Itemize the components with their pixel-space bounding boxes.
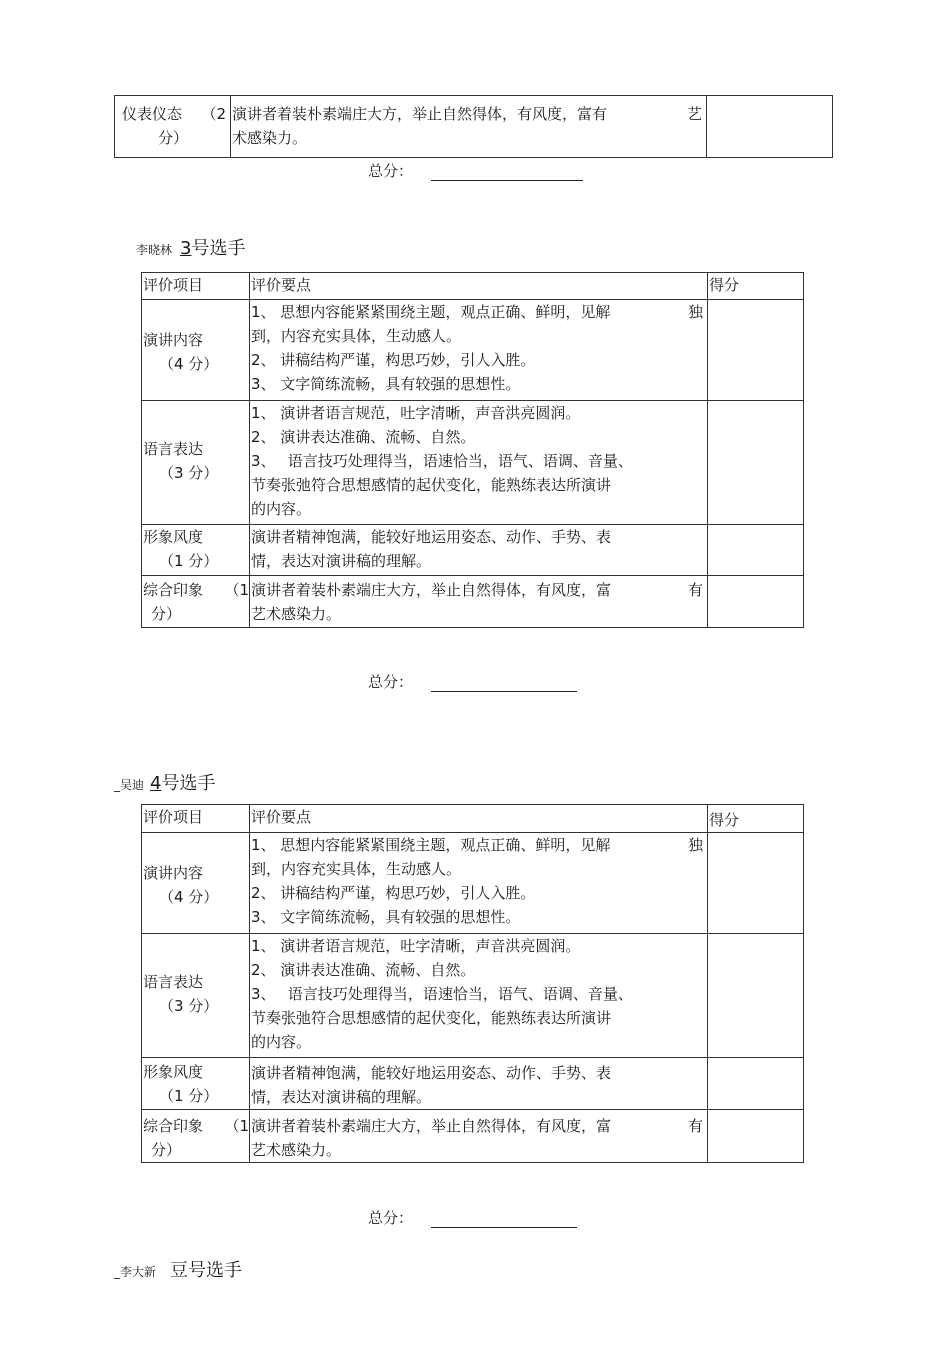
criteria-cell [250,576,708,628]
category-name: 形象风度 [143,1063,204,1081]
criteria-point-end: 独 [687,303,703,321]
criteria-point: 2、 讲稿结构严谨，构思巧妙，引人入胜。 [251,884,536,902]
contestant-name: _吴迪 [114,778,145,792]
criteria-point-cont: 到，内容充实具体，生动感人。 [251,327,462,345]
criteria-point: 1、 演讲者语言规范，吐字清晰，声音洪亮圆润。 [251,404,581,422]
total-input-line[interactable] [431,1209,577,1228]
criteria-point-cont: 节奏张弛符合思想感情的起伏变化，能熟练表达所演讲 [251,1009,612,1027]
category-cell [142,576,250,628]
category-cell [142,300,250,401]
criteria-point-cont: 艺术感染力。 [251,1141,342,1159]
criteria-cell [250,300,708,401]
contestant-label: 号选手 [161,773,216,794]
header-item: 评价项目 [142,273,250,300]
criteria-point-cont: 到，内容充实具体，生动感人。 [251,860,462,878]
criteria-point: 3、 文字简练流畅，具有较强的思想性。 [251,375,521,393]
criteria-point: 2、 讲稿结构严谨，构思巧妙，引人入胜。 [251,351,536,369]
category-cell [115,96,231,158]
criteria-cell [250,1058,708,1110]
contestant-label: 号选手 [191,238,246,259]
total-input-line[interactable] [431,162,583,181]
category-name: 综合印象 [143,581,204,599]
criteria-point-cont: 的内容。 [251,1033,312,1051]
score-cell[interactable] [708,300,804,401]
criteria-cell [231,96,707,158]
criteria-point-cont: 的内容。 [251,500,312,518]
criteria-point-cont: 节奏张弛符合思想感情的起伏变化，能熟练表达所演讲 [251,476,612,494]
header-item: 评价项目 [142,805,250,833]
category-score-unit: 分） [158,129,189,147]
contestant-name: _李大新 [114,1265,157,1279]
criteria-text: 演讲者着装朴素端庄大方，举止自然得体，有风度，富有 [232,105,608,123]
criteria-point: 1、 演讲者语言规范，吐字清晰，声音洪亮圆润。 [251,937,581,955]
category-name: 演讲内容 [143,864,204,882]
criteria-cell [250,401,708,525]
total-score-3 [368,671,577,692]
criteria-point: 演讲者精神饱满，能较好地运用姿态、动作、手势、表 [251,528,612,546]
score-cell[interactable] [708,1110,804,1163]
total-input-line[interactable] [431,673,577,692]
score-cell[interactable] [708,401,804,525]
category-name: 仪表仪态 [122,105,183,123]
criteria-point: 3、 语言技巧处理得当，语速恰当，语气、语调、音量、 [251,985,633,1003]
table-row [142,300,804,401]
criteria-point: 1、 思想内容能紧紧围绕主题，观点正确、鲜明，见解 [251,303,611,321]
category-name: 形象风度 [143,528,204,546]
criteria-point: 演讲者着装朴素端庄大方，举止自然得体，有风度，富 [251,1117,612,1135]
total-score-1 [368,160,583,181]
category-score: （1 [224,1117,249,1135]
category-score: （3 分） [159,997,219,1015]
score-cell[interactable] [708,525,804,576]
contestant-name: 李晓林 [136,243,173,257]
category-name: 语言表达 [143,973,204,991]
category-cell [142,1058,250,1110]
category-score: （1 [224,581,249,599]
table-row [142,576,804,628]
score-cell[interactable] [707,96,833,158]
criteria-point: 3、 语言技巧处理得当，语速恰当，语气、语调、音量、 [251,452,633,470]
category-score: （3 分） [159,464,219,482]
top-score-table [114,95,833,158]
category-name: 演讲内容 [143,331,204,349]
table-row [142,833,804,934]
contestant-header-4 [114,769,215,795]
table-row [142,1058,804,1110]
category-cell [142,1110,250,1163]
header-score: 得分 [708,805,804,833]
criteria-text-cont: 术感染力。 [232,129,308,147]
criteria-cell [250,1110,708,1163]
criteria-cell [250,525,708,576]
score-table-4 [141,804,804,1163]
contestant-header-5 [114,1256,242,1282]
category-cell [142,525,250,576]
category-score: （2 [201,105,226,123]
criteria-point: 3、 文字简练流畅，具有较强的思想性。 [251,908,521,926]
table-row [142,934,804,1058]
criteria-cell [250,833,708,934]
header-points: 评价要点 [250,273,708,300]
criteria-point: 2、 演讲表达准确、流畅、自然。 [251,961,476,979]
contestant-header-3 [136,234,245,260]
contestant-number: 3 [180,238,192,259]
criteria-point-end: 有 [687,581,703,599]
table-header-row [142,805,804,833]
category-cell [142,833,250,934]
total-label: 总分： [368,673,414,691]
category-name: 综合印象 [143,1117,204,1135]
total-label: 总分： [368,1209,414,1227]
category-score: （1 分） [159,552,219,570]
score-cell[interactable] [708,934,804,1058]
criteria-point-cont: 情，表达对演讲稿的理解。 [251,552,432,570]
criteria-point-end: 有 [687,1117,703,1135]
category-score-unit: 分） [151,605,182,623]
criteria-point-cont: 艺术感染力。 [251,605,342,623]
total-score-4 [368,1207,577,1228]
category-score-unit: 分） [151,1141,182,1159]
total-label: 总分： [368,162,414,180]
criteria-cell [250,934,708,1058]
table-row [142,525,804,576]
criteria-point: 1、 思想内容能紧紧围绕主题，观点正确、鲜明，见解 [251,836,611,854]
table-row [142,401,804,525]
category-score: （4 分） [159,355,219,373]
category-score: （4 分） [159,888,219,906]
table-header-row [142,273,804,300]
header-score: 得分 [708,273,804,300]
contestant-label: 豆号选手 [170,1260,243,1281]
criteria-point-cont: 情，表达对演讲稿的理解。 [251,1088,432,1106]
criteria-text-end: 艺 [686,105,702,123]
criteria-point: 演讲者精神饱满，能较好地运用姿态、动作、手势、表 [251,1064,612,1082]
category-cell [142,934,250,1058]
header-points: 评价要点 [250,805,708,833]
criteria-point-end: 独 [687,836,703,854]
score-cell[interactable] [708,1058,804,1110]
category-score: （1 分） [159,1087,219,1105]
score-table-3 [141,272,804,628]
score-cell[interactable] [708,833,804,934]
contestant-number: 4 [150,773,162,794]
criteria-point: 2、 演讲表达准确、流畅、自然。 [251,428,476,446]
score-cell[interactable] [708,576,804,628]
category-cell [142,401,250,525]
category-name: 语言表达 [143,440,204,458]
criteria-point: 演讲者着装朴素端庄大方，举止自然得体，有风度，富 [251,581,612,599]
table-row [142,1110,804,1163]
